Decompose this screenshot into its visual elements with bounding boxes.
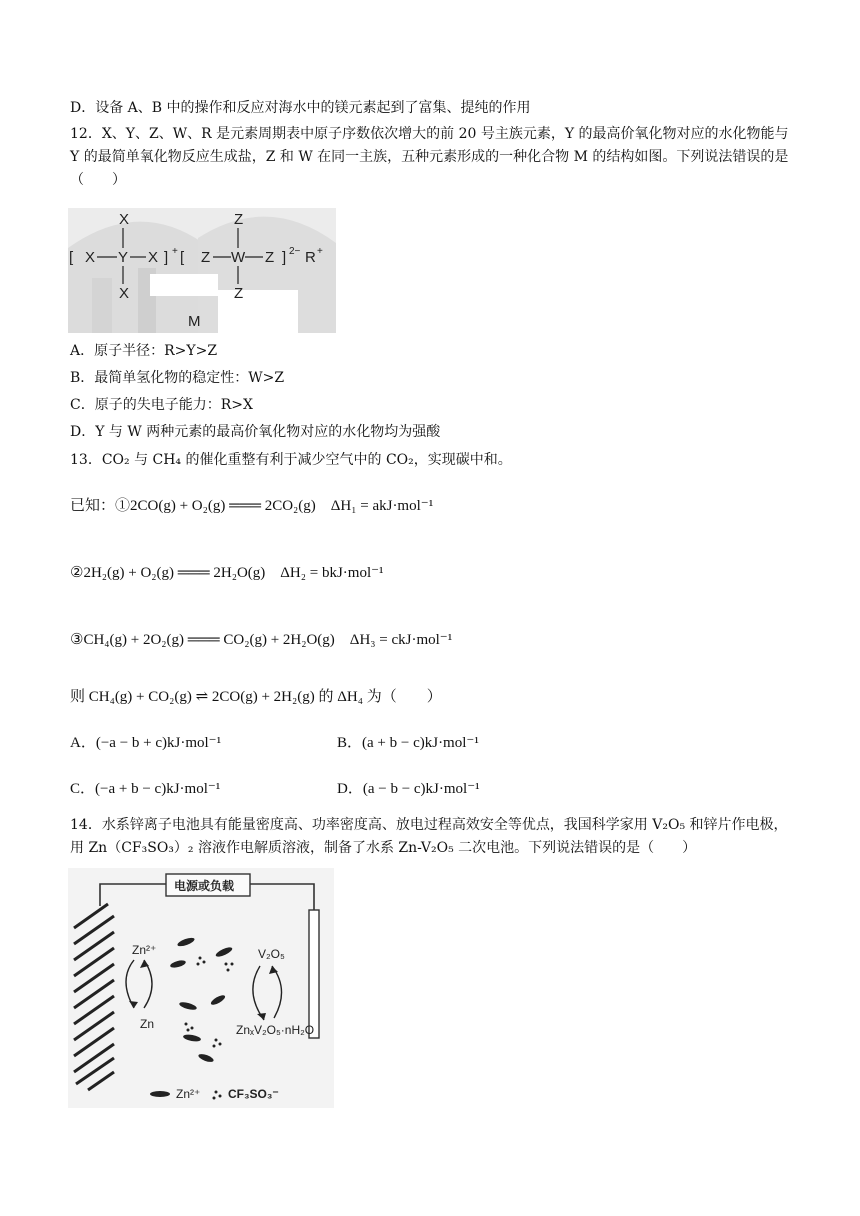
q11-option-d: D．设备 A、B 中的操作和反应对海水中的镁元素起到了富集、提纯的作用	[70, 100, 531, 116]
structure-caption: M	[188, 313, 201, 330]
q13-equation-1: 已知：①2CO(g) + O₂(g) ═══ 2CO₂(g) ΔH₁ = akJ·mol⁻¹	[70, 498, 434, 514]
q12-option-a: A．原子半径：R>Y>Z	[70, 343, 218, 359]
cation-ligand-left: X	[85, 249, 96, 266]
q13-equation-2: ②2H₂(g) + O₂(g) ═══ 2H₂O(g) ΔH₂ = bkJ·mol⁻¹	[70, 565, 384, 581]
cation-ligand-right: X	[148, 249, 159, 266]
q12-stem: 12．X、Y、Z、W、R 是元素周期表中原子序数依次增大的前 20 号主族元素，Y 的最高价氧化物对应的水化物能与 Y 的最简单氧化物反应生成盐，Z 和 W 在同一主族，五种元素形成的一种化合物 M 的结构如图。下列说法错误的是（ ）	[70, 126, 789, 188]
q13-equation-3: ③CH₄(g) + 2O₂(g) ═══ CO₂(g) + 2H₂O(g) ΔH₃ = ckJ·mol⁻¹	[70, 632, 453, 648]
cation-center: Y	[118, 249, 129, 266]
label-zn-ion: Zn²⁺	[132, 943, 157, 957]
q13-option-d: D．(a − b − c)kJ·mol⁻¹	[337, 781, 480, 797]
legend-zn-label: Zn²⁺	[176, 1087, 201, 1101]
q13-question: 则 CH₄(g) + CO₂(g) ⇌ 2CO(g) + 2H₂(g) 的 ΔH₄ 为（ ）	[70, 689, 442, 705]
v2o5-electrode	[309, 910, 319, 1038]
counter-ion-charge: +	[317, 246, 323, 257]
label-zn-metal: Zn	[140, 1017, 155, 1031]
q12-option-d: D．Y 与 W 两种元素的最高价氧化物对应的水化物均为强酸	[70, 424, 441, 440]
anion-ligand-top: Z	[234, 211, 244, 228]
anion-bracket-open: [	[180, 249, 185, 266]
q13-option-a: A．(−a − b + c)kJ·mol⁻¹	[70, 735, 222, 751]
q12-structure-figure	[68, 208, 336, 333]
counter-ion: R	[305, 249, 316, 266]
cation-ligand-bottom: X	[119, 285, 130, 302]
legend-anion-label: CF₃SO₃⁻	[228, 1087, 279, 1101]
q12-option-b: B．最简单氢化物的稳定性：W>Z	[70, 370, 285, 386]
power-load-label: 电源或负载	[174, 879, 235, 893]
anion-ligand-bottom: Z	[234, 285, 244, 302]
label-v2o5: V₂O₅	[258, 947, 285, 961]
legend-zn-symbol	[150, 1091, 170, 1097]
q13-option-c: C．(−a + b − c)kJ·mol⁻¹	[70, 781, 221, 797]
anion-ligand-right: Z	[265, 249, 275, 266]
q12-option-c: C．原子的失电子能力：R>X	[70, 397, 253, 413]
q13-option-b: B．(a + b − c)kJ·mol⁻¹	[337, 735, 479, 751]
cation-ligand-top: X	[119, 211, 130, 228]
cation-charge: +	[172, 246, 178, 257]
anion-ligand-left: Z	[201, 249, 211, 266]
cation-bracket-open: [	[69, 249, 74, 266]
anion-charge: 2−	[289, 246, 301, 257]
q14-stem: 14．水系锌离子电池具有能量密度高、功率密度高、放电过程高效安全等优点，我国科学家用 V₂O₅ 和锌片作电极，用 Zn（CF₃SO₃）₂ 溶液作电解质溶液，制备了水系 Zn-V₂O₅ 二次电池。下列说法错误的是（ ）	[70, 817, 788, 856]
anion-center: W	[231, 249, 246, 266]
anion-bracket-close: ]	[282, 249, 287, 266]
cation-bracket-close: ]	[164, 249, 169, 266]
label-znxv2o5: ZnₓV₂O₅·nH₂O	[236, 1023, 315, 1037]
q13-stem: 13．CO₂ 与 CH₄ 的催化重整有利于减少空气中的 CO₂，实现碳中和。	[70, 452, 512, 468]
q14-battery-figure	[68, 868, 334, 1108]
